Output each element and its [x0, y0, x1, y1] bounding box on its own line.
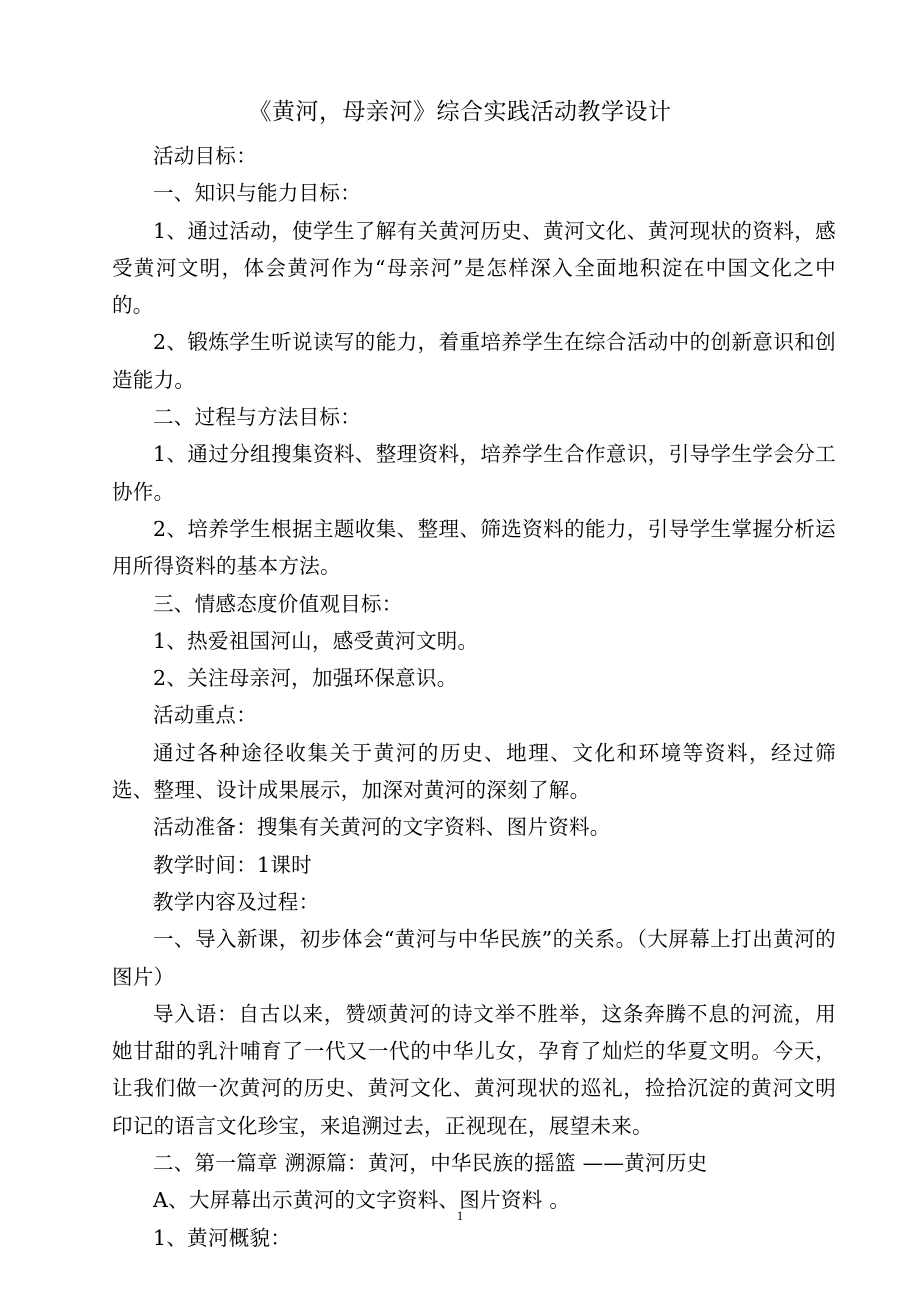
paragraph-chapter-1: 二、第一篇章 溯源篇：黄河，中华民族的摇篮 ——黄河历史	[153, 1151, 708, 1176]
paragraph-knowledge-goal-2: 2、锻炼学生听说读写的能力，着重培养学生在综合活动中的创新意识和创造能力。	[112, 330, 836, 392]
paragraph-step-1: 一、导入新课，初步体会“黄河与中华民族”的关系。（大屏幕上打出黄河的图片）	[112, 927, 836, 989]
paragraph-process-goal-2: 2、培养学生根据主题收集、整理、筛选资料的能力，引导学生掌握分析运用所得资料的基本方法。	[112, 516, 836, 579]
paragraph-preparation: 活动准备：搜集有关黄河的文字资料、图片资料。	[153, 815, 611, 840]
paragraph-emotion-goals-heading: 三、情感态度价值观目标：	[153, 591, 403, 616]
paragraph-section-a: A、大屏幕出示黄河的文字资料、图片资料 。	[153, 1188, 571, 1213]
paragraph-emotion-goal-1: 1、热爱祖国河山，感受黄河文明。	[153, 628, 479, 653]
paragraph-knowledge-goal-1: 1、通过活动，使学生了解有关黄河历史、黄河文化、黄河现状的资料，感受黄河文明，体会黄河作为“母亲河”是怎样深入全面地积淀在中国文化之中的。	[112, 218, 836, 318]
paragraph-key-points: 通过各种途径收集关于黄河的历史、地理、文化和环境等资料，经过筛选、整理、设计成果展示，加深对黄河的深刻了解。	[112, 740, 836, 803]
paragraph-activity-goals: 活动目标：	[153, 144, 257, 168]
document-title: 《黄河，母亲河》综合实践活动教学设计	[248, 99, 672, 125]
paragraph-emotion-goal-2: 2、关注母亲河，加强环保意识。	[153, 666, 458, 691]
paragraph-process-goal-1: 1、通过分组搜集资料、整理资料，培养学生合作意识，引导学生学会分工协作。	[112, 442, 836, 504]
paragraph-overview: 1、黄河概貌：	[153, 1225, 292, 1250]
paragraph-knowledge-goals-heading: 一、知识与能力目标：	[153, 181, 361, 206]
page-number: 1	[456, 1208, 464, 1223]
paragraph-teaching-time: 教学时间：1课时	[153, 852, 312, 877]
paragraph-introduction: 导入语：自古以来，赞颂黄河的诗文举不胜举，这条奔腾不息的河流，用她甘甜的乳汁哺育了一代又一代的中华儿女，孕育了灿烂的华夏文明。今天，让我们做一次黄河的历史、黄河文化、黄河现状的巡礼，捡拾沉淀的黄河文明印记的语言文化珍宝，来追溯过去，正视现在，展望未来。	[112, 1001, 836, 1138]
document-body	[112, 138, 836, 1257]
paragraph-process-goals-heading: 二、过程与方法目标：	[153, 405, 361, 430]
paragraph-key-points-heading: 活动重点：	[153, 703, 257, 728]
paragraph-content-heading: 教学内容及过程：	[153, 889, 320, 914]
